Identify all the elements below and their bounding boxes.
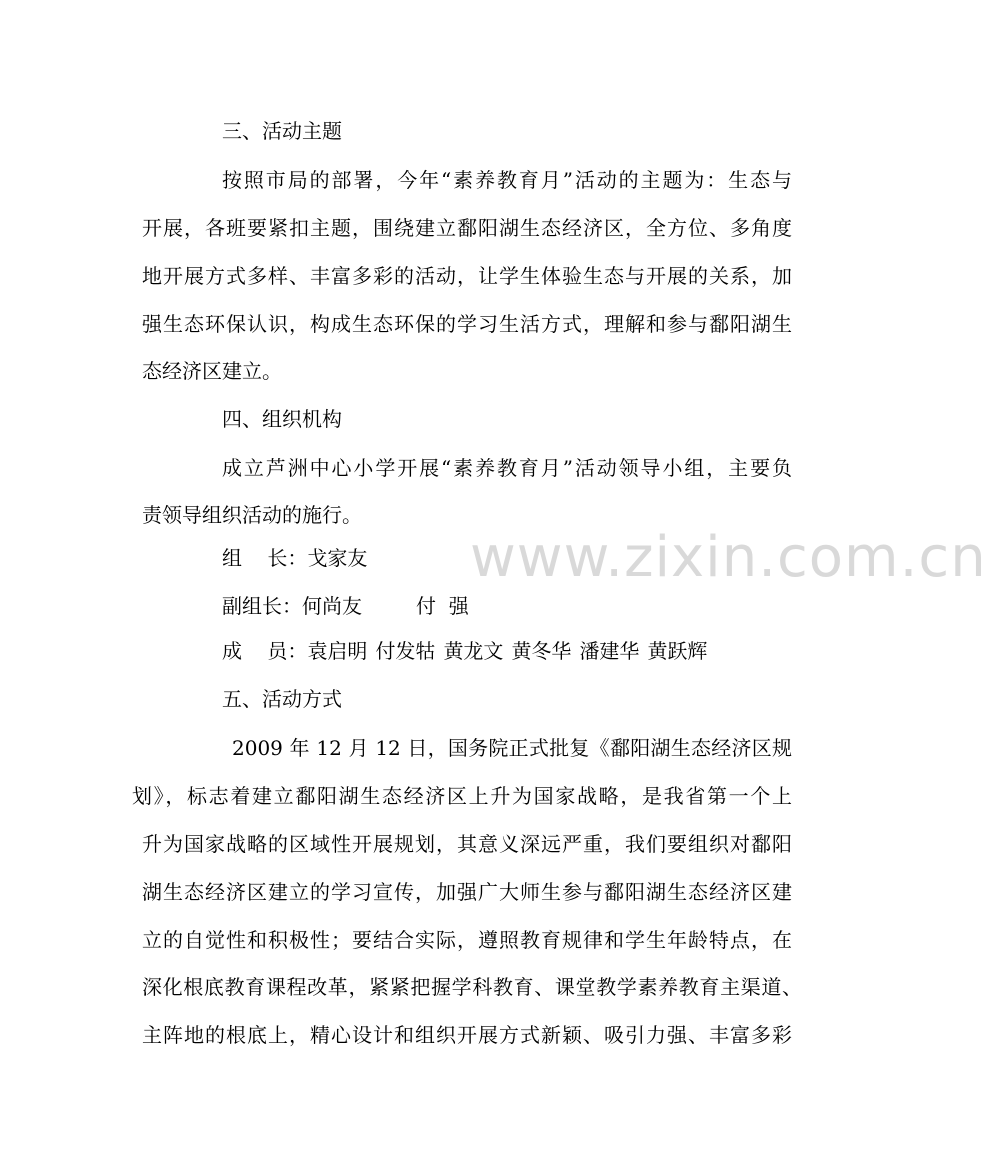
member-name: 潘建华 bbox=[579, 639, 640, 663]
theme-paragraph-line: 地开展方式多样、丰富多彩的活动，让学生体验生态与开展的关系，加 bbox=[142, 264, 792, 288]
deputy-name: 何尚友 bbox=[302, 594, 362, 618]
org-paragraph-line: 责领导组织活动的施行。 bbox=[142, 503, 362, 527]
theme-paragraph-line: 开展，各班要紧扣主题，围绕建立鄱阳湖生态经济区，全方位、多角度 bbox=[142, 216, 792, 240]
method-paragraph-line: 划》，标志着建立鄱阳湖生态经济区上升为国家战略，是我省第一个上 bbox=[132, 784, 792, 808]
leader-line bbox=[0, 544, 920, 572]
method-paragraph-line: 立的自觉性和积极性；要结合实际，遵照教育规律和学生年龄特点，在 bbox=[142, 928, 792, 952]
theme-paragraph-line: 强生态环保认识，构成生态环保的学习生活方式，理解和参与鄱阳湖生 bbox=[142, 312, 792, 336]
member-name: 袁启明 bbox=[307, 639, 368, 663]
member-name: 黄龙文 bbox=[443, 639, 504, 663]
heading-organization: 四、组织机构 bbox=[222, 407, 342, 431]
method-paragraph-line: 2009 年 12 月 12 日，国务院正式批复《鄱阳湖生态经济区规 bbox=[232, 736, 792, 760]
method-paragraph-line: 升为国家战略的区域性开展规划，其意义深远严重，我们要组织对鄱阳 bbox=[142, 832, 792, 856]
leader-name: 戈家友 bbox=[307, 546, 368, 570]
method-paragraph-line: 湖生态经济区建立的学习宣传，加强广大师生参与鄱阳湖生态经济区建 bbox=[142, 880, 792, 904]
deputy-name: 付 强 bbox=[416, 594, 469, 618]
theme-paragraph-line: 态经济区建立。 bbox=[142, 359, 282, 383]
theme-paragraph-line: 按照市局的部署，今年“素养教育月”活动的主题为：生态与 bbox=[222, 168, 792, 192]
deputy-line bbox=[0, 592, 920, 620]
method-paragraph-line: 主阵地的根底上，精心设计和组织开展方式新颖、吸引力强、丰富多彩 bbox=[142, 1023, 792, 1047]
heading-activity-method: 五、活动方式 bbox=[222, 687, 342, 711]
leader-label: 组 长： bbox=[222, 546, 308, 570]
members-line bbox=[0, 637, 920, 665]
method-paragraph-line: 深化根底教育课程改革，紧紧把握学科教育、课堂教学素养教育主渠道、 bbox=[142, 975, 802, 999]
watermark: www.zixin.com.cn bbox=[470, 525, 987, 590]
member-name: 黄跃辉 bbox=[647, 639, 708, 663]
members-label: 成 员： bbox=[222, 639, 308, 663]
org-paragraph-line: 成立芦洲中心小学开展“素养教育月”活动领导小组，主要负 bbox=[222, 456, 792, 480]
member-name: 黄冬华 bbox=[511, 639, 572, 663]
deputy-label: 副组长： bbox=[222, 594, 302, 618]
member-name: 付发牯 bbox=[375, 639, 436, 663]
heading-activity-theme: 三、活动主题 bbox=[222, 119, 342, 143]
